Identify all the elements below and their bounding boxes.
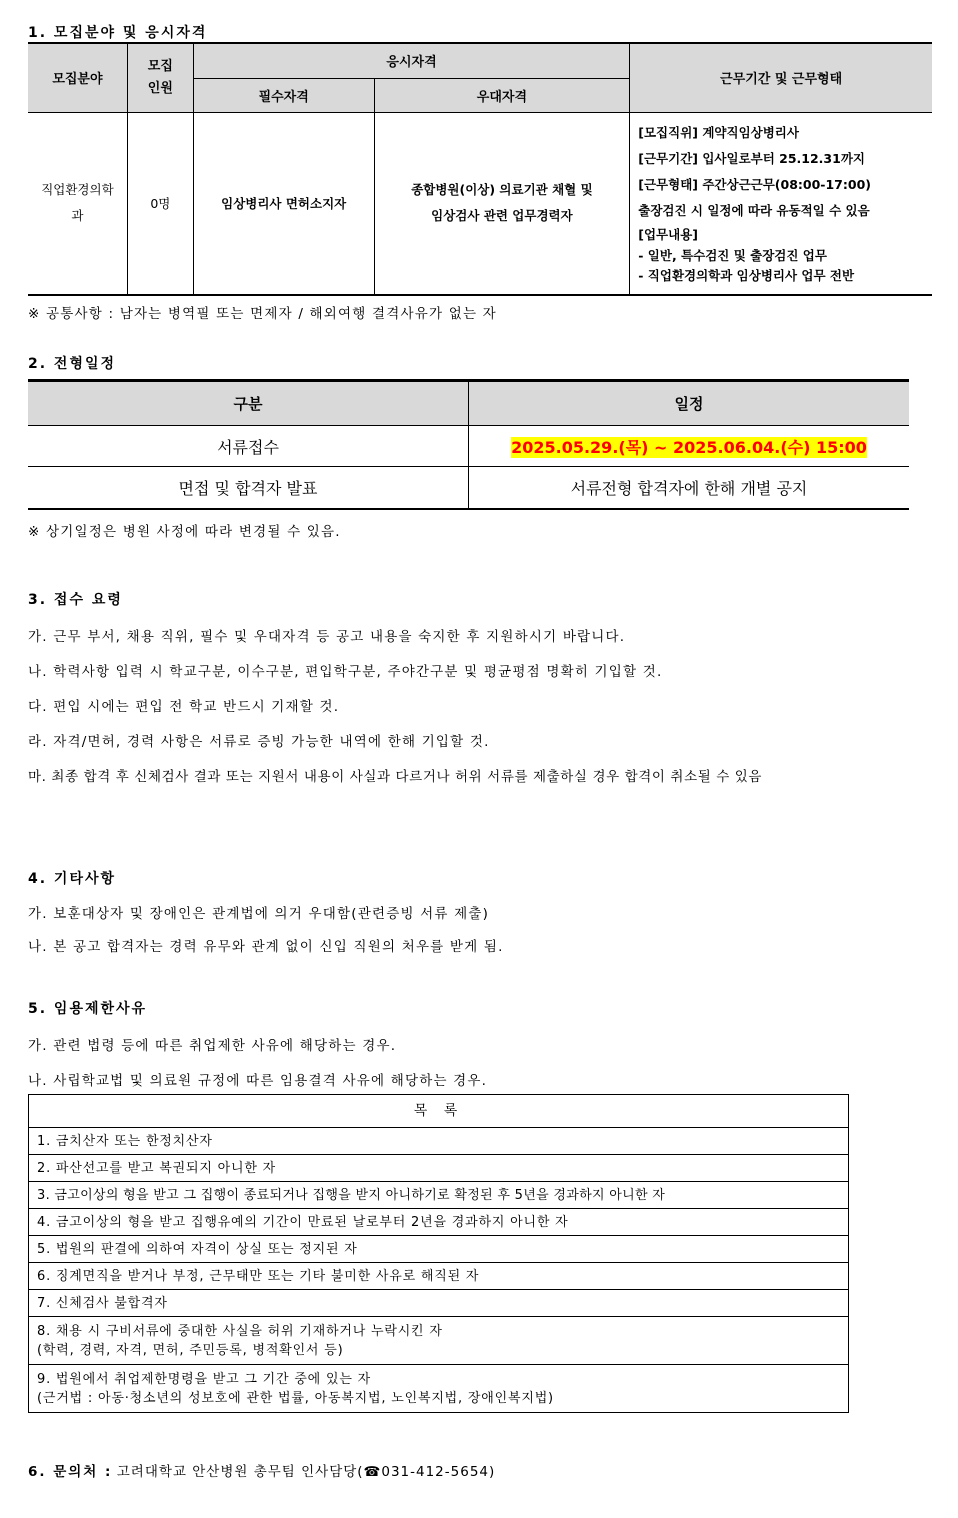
list-item: 6. 징계면직을 받거나 부정, 근무태만 또는 기타 불미한 사유로 해직된 자 [29,1263,849,1290]
count-header: 모집 인원 [127,43,193,112]
preferred-cell: 종합병원(이상) 의료기관 채혈 및 임상검사 관련 업무경력자 [374,112,630,295]
section-4-item: 나. 본 공고 합격자는 경력 유무와 관계 없이 신입 직원의 처우를 받게 됨. [28,939,504,955]
required-header: 필수자격 [193,78,374,112]
period-cell [630,112,932,295]
contact-value: 고려대학교 안산병원 총무팀 인사담당(☎031-412-5654) [116,1464,496,1480]
section-5-item: 나. 사립학교법 및 의료원 규정에 따른 임용결격 사유에 해당하는 경우. [28,1073,488,1089]
schedule-header: 일정 [469,381,910,426]
section-3-item: 마. 최종 합격 후 신체검사 결과 또는 지원서 내용이 사실과 다르거나 허위 서류를 제출하실 경우 합격이 취소될 수 있음 [28,769,763,785]
qualification-header: 응시자격 [193,43,629,78]
disqualification-table [28,1094,849,1413]
list-item: 4. 금고이상의 형을 받고 집행유예의 기간이 만료된 날로부터 2년을 경과하지 아니한 자 [29,1209,849,1236]
section-5-title: 5. 임용제한사유 [28,1001,148,1017]
schedule-value: 서류전형 합격자에 한해 개별 공지 [469,467,910,509]
section-1-note: ※ 공통사항 : 남자는 병역필 또는 면제자 / 해외여행 결격사유가 없는 자 [28,306,497,322]
section-1-title: 1. 모집분야 및 응시자격 [28,25,208,41]
preferred-header: 우대자격 [374,78,630,112]
section-2-title: 2. 전형일정 [28,356,117,372]
section-5-item: 가. 관련 법령 등에 따른 취업제한 사유에 해당하는 경우. [28,1038,397,1054]
schedule-table [28,379,909,510]
list-item: 8. 채용 시 구비서류에 중대한 사실을 허위 기재하거나 누락시킨 자 (학력, 경력, 자격, 면허, 주민등록, 병적확인서 등) [29,1317,849,1365]
section-4-title: 4. 기타사항 [28,871,117,887]
period-line: - 일반, 특수검진 및 출장검진 업무 [638,248,827,264]
field-header: 모집분야 [28,43,127,112]
section-3-item: 가. 근무 부서, 채용 직위, 필수 및 우대자격 등 공고 내용을 숙지한 후 지원하시기 바랍니다. [28,629,626,645]
schedule-category: 면접 및 합격자 발표 [28,467,469,509]
list-item: 3. 금고이상의 형을 받고 그 집행이 종료되거나 집행을 받지 아니하기로 확정된 후 5년을 경과하지 아니한 자 [29,1182,849,1209]
list-item: 5. 법원의 판결에 의하여 자격이 상실 또는 정지된 자 [29,1236,849,1263]
list-item: 7. 신체검사 불합격자 [29,1290,849,1317]
category-header: 구분 [28,381,469,426]
schedule-value [469,426,910,467]
section-3-item: 나. 학력사항 입력 시 학교구분, 이수구분, 편입학구분, 주야간구분 및 평균평점 명확히 기입할 것. [28,664,663,680]
highlighted-date: 2025.05.29.(목) ~ 2025.06.04.(수) 15:00 [511,437,867,457]
section-3-title: 3. 접수 요령 [28,592,123,608]
period-line: [근무형태] 주간상근근무(08:00-17:00) [638,177,871,193]
period-header: 근무기간 및 근무형태 [630,43,932,112]
section-4-item: 가. 보훈대상자 및 장애인은 관계법에 의거 우대함(관련증빙 서류 제출) [28,906,490,922]
contact-line [28,1460,495,1480]
period-line: [근무기간] 입사일로부터 25.12.31까지 [638,151,865,167]
schedule-category: 서류접수 [28,426,469,467]
period-line: 출장검진 시 일정에 따라 유동적일 수 있음 [638,203,870,219]
required-cell: 임상병리사 면허소지자 [193,112,374,295]
contact-label: 6. 문의처 : [28,1464,113,1480]
period-line: [모집직위] 계약직임상병리사 [638,125,799,141]
list-item: 9. 법원에서 취업제한명령을 받고 그 기간 중에 있는 자 (근거법 : 아동·청소년의 성보호에 관한 법률, 아동복지법, 노인복지법, 장애인복지법) [29,1365,849,1413]
list-item: 2. 파산선고를 받고 복권되지 아니한 자 [29,1155,849,1182]
recruitment-table [28,42,932,296]
section-3-item: 다. 편입 시에는 편입 전 학교 반드시 기재할 것. [28,699,340,715]
period-line: - 직업환경의학과 임상병리사 업무 전반 [638,268,855,284]
period-line: [업무내용] [638,227,698,243]
list-header: 목 록 [29,1095,849,1128]
section-2-note: ※ 상기일정은 병원 사정에 따라 변경될 수 있음. [28,524,341,540]
field-cell: 직업환경의학 과 [28,112,127,295]
section-3-item: 라. 자격/면허, 경력 사항은 서류로 증빙 가능한 내역에 한해 기입할 것. [28,734,490,750]
count-cell: 0명 [127,112,193,295]
list-item: 1. 금치산자 또는 한정치산자 [29,1128,849,1155]
